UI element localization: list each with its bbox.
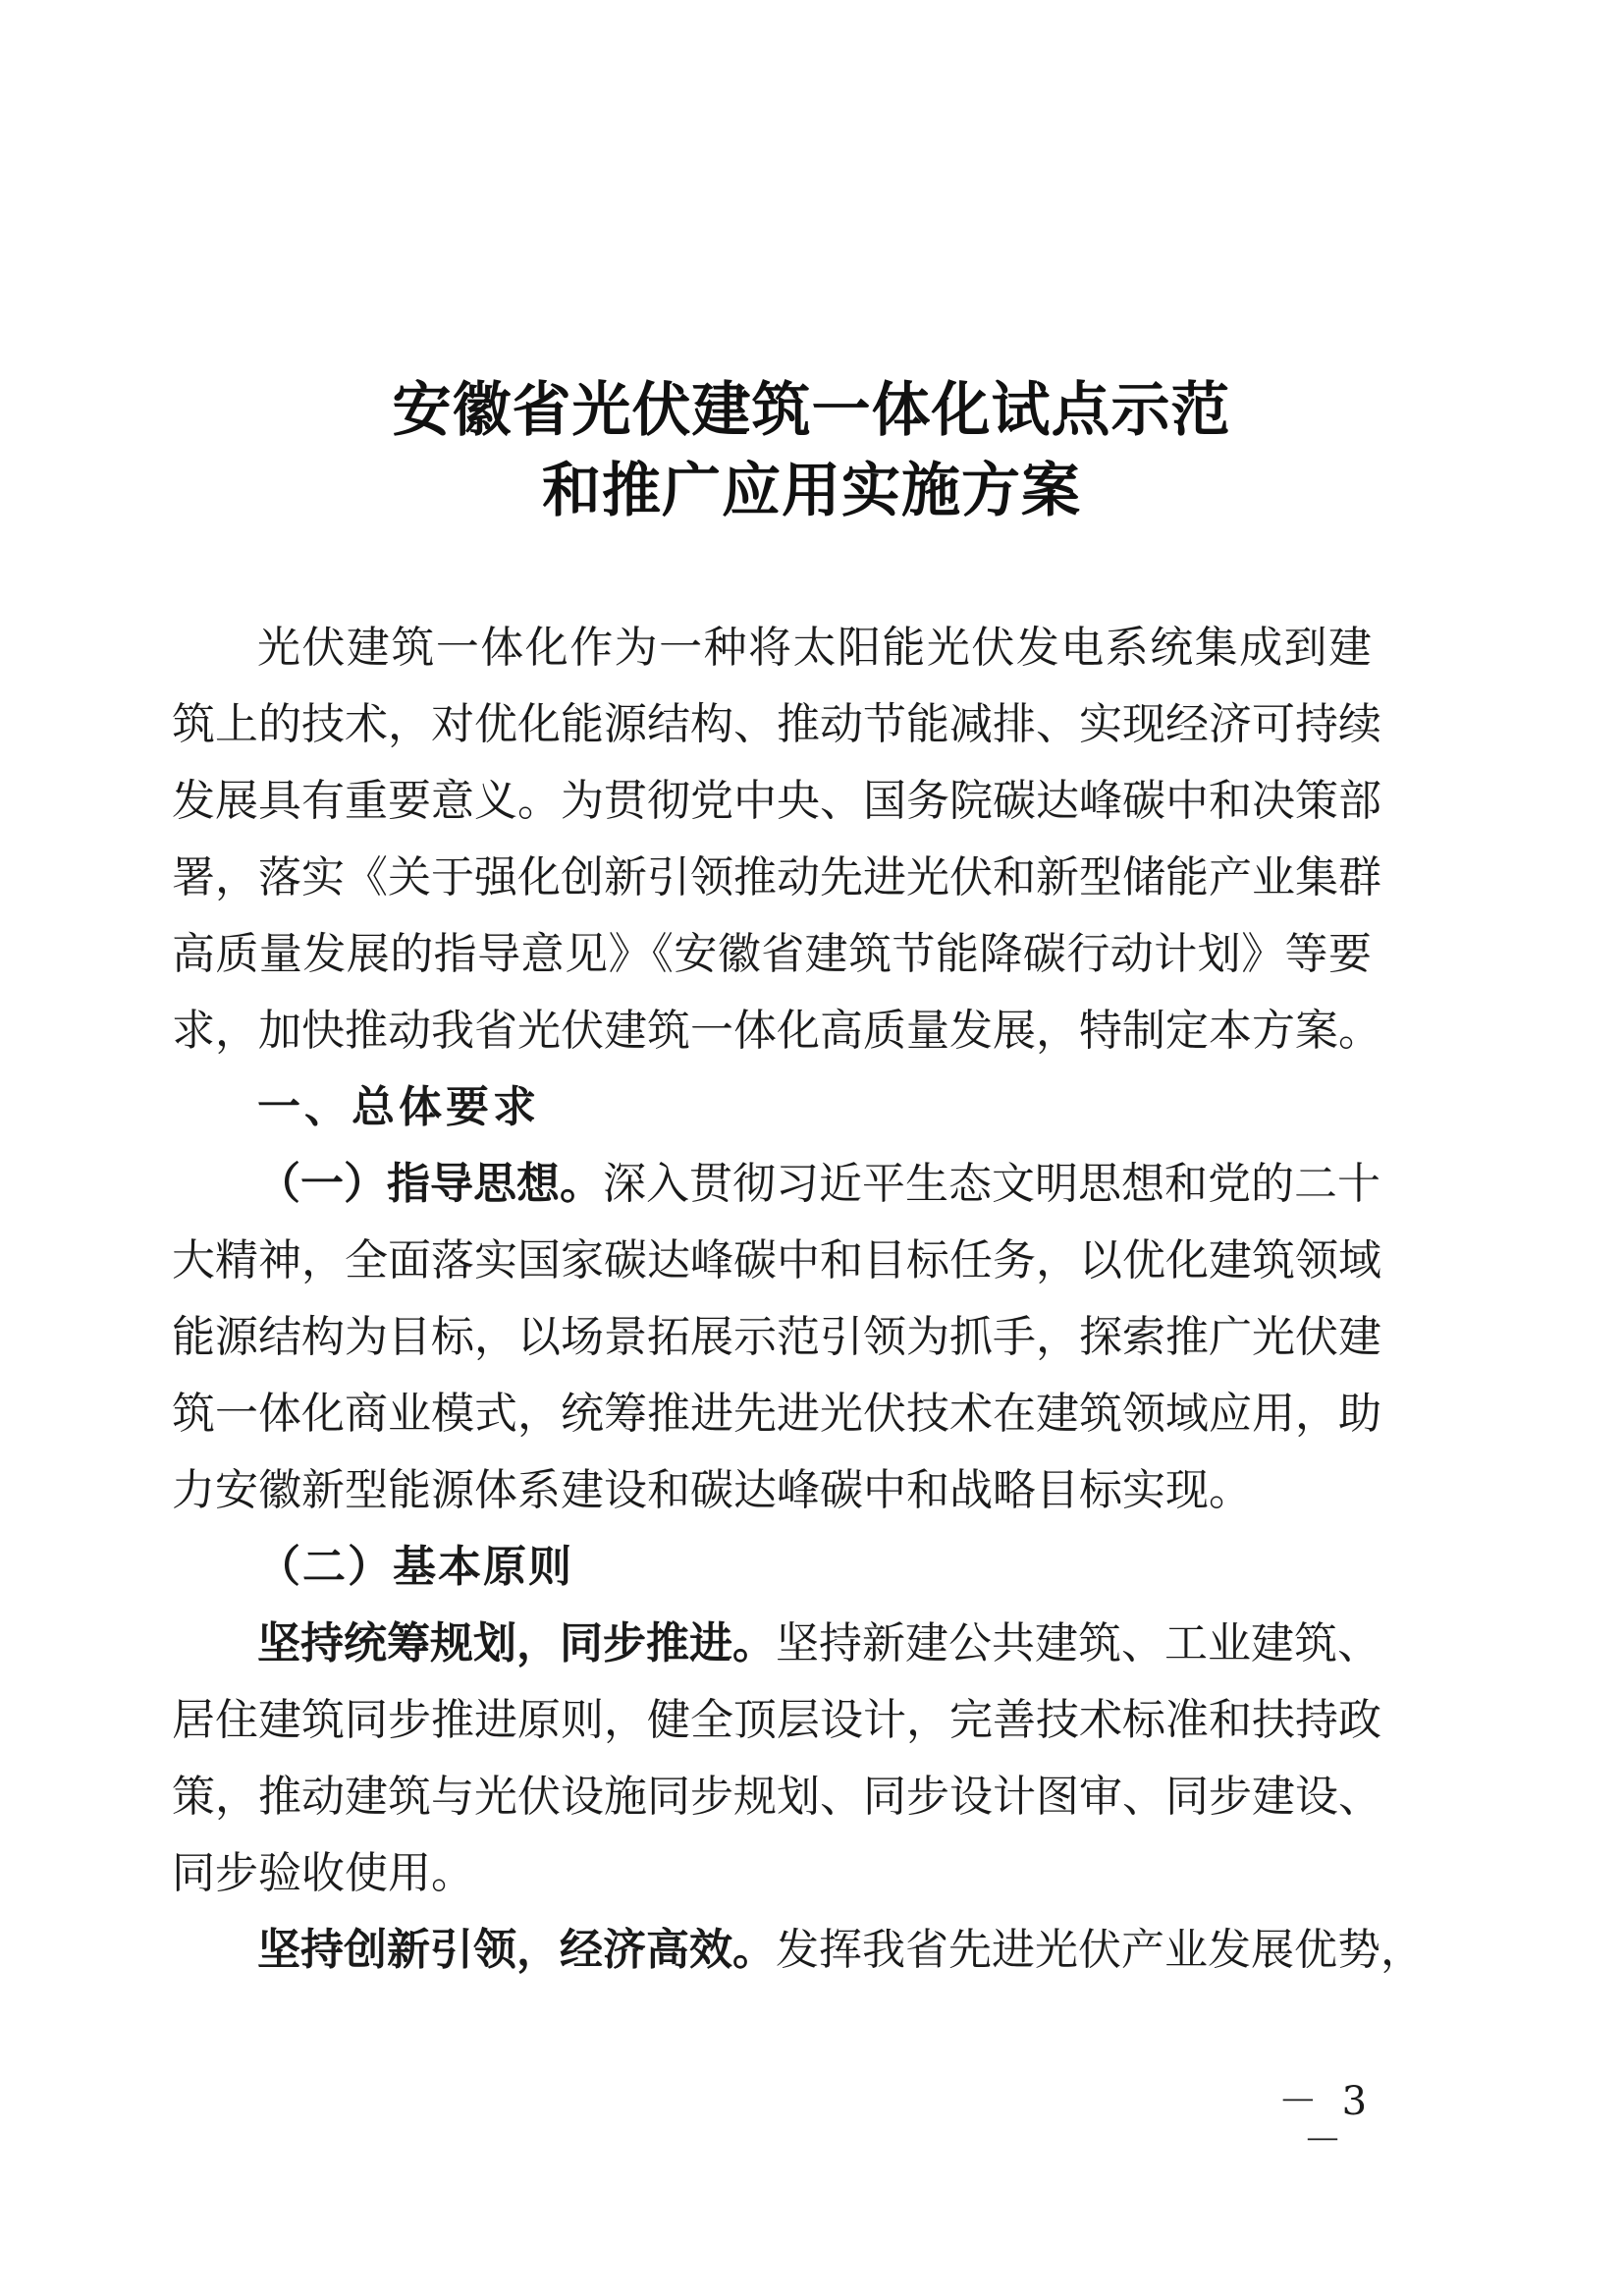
subsection-first-line: [257, 1159, 1380, 1209]
intro-line: 筑上的技术，对优化能源结构、推动节能减排、实现经济可持续: [172, 699, 1381, 749]
paragraph-line: 筑一体化商业模式，统筹推进先进光伏技术在建筑领域应用，助: [172, 1389, 1381, 1439]
intro-line: 光伏建筑一体化作为一种将太阳能光伏发电系统集成到建: [257, 623, 1372, 673]
subsection-text: 深入贯彻习近平生态文明思想和党的二十: [603, 1159, 1380, 1209]
principle-text: 发挥我省先进光伏产业发展优势，: [776, 1925, 1424, 1975]
document-title-line-1: 安徽省光伏建筑一体化试点示范: [392, 376, 1231, 445]
principle-lead: 坚持统筹规划，同步推进。: [257, 1618, 776, 1668]
intro-line: 署，落实《关于强化创新引领推动先进光伏和新型储能产业集群: [172, 852, 1381, 902]
intro-line: 发展具有重要意义。为贯彻党中央、国务院碳达峰碳中和决策部: [172, 776, 1381, 826]
paragraph-line: 策，推动建筑与光伏设施同步规划、同步设计图审、同步建设、: [172, 1772, 1381, 1822]
intro-line: 求，加快推动我省光伏建筑一体化高质量发展，特制定本方案。: [172, 1006, 1381, 1056]
subsection-heading: （一）指导思想。: [257, 1159, 603, 1209]
principle-text: 坚持新建公共建筑、工业建筑、: [776, 1618, 1380, 1668]
paragraph-line: 大精神，全面落实国家碳达峰碳中和目标任务，以优化建筑领域: [172, 1235, 1381, 1285]
section-heading: 一、总体要求: [257, 1082, 540, 1132]
principle-first-line: [257, 1618, 1380, 1668]
page-number: － 3 －: [1277, 2079, 1374, 2163]
paragraph-line: 能源结构为目标，以场景拓展示范引领为抓手，探索推广光伏建: [172, 1312, 1381, 1362]
principle-lead: 坚持创新引领，经济高效。: [257, 1925, 776, 1975]
document-title-line-2: 和推广应用实施方案: [542, 457, 1081, 525]
subsection-heading: （二）基本原则: [257, 1542, 573, 1592]
paragraph-line: 同步验收使用。: [172, 1848, 474, 1898]
intro-line: 高质量发展的指导意见》《安徽省建筑节能降碳行动计划》等要: [172, 929, 1372, 979]
principle-first-line: [257, 1925, 1424, 1975]
paragraph-line: 居住建筑同步推进原则，健全顶层设计，完善技术标准和扶持政: [172, 1695, 1381, 1745]
paragraph-line: 力安徽新型能源体系建设和碳达峰碳中和战略目标实现。: [172, 1465, 1252, 1515]
